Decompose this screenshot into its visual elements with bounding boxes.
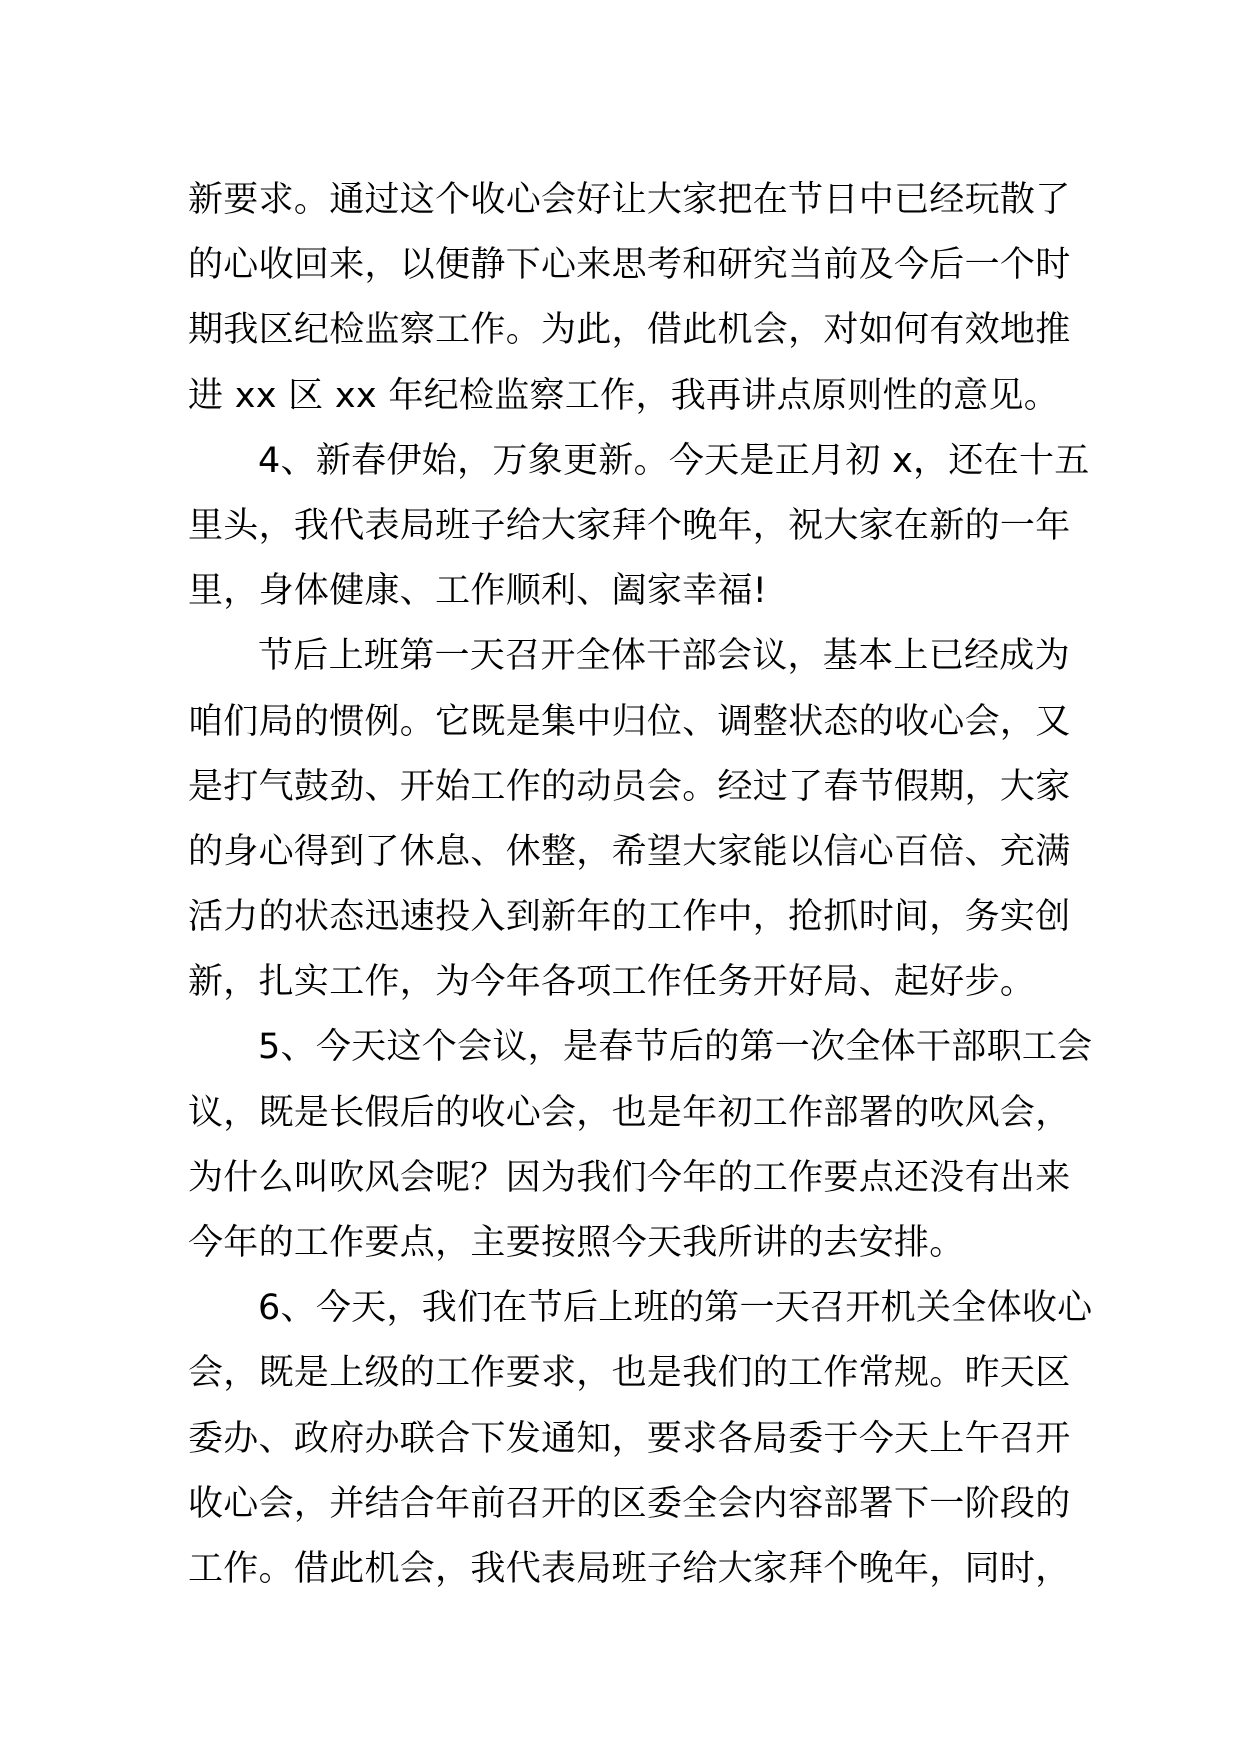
text-line: 的身心得到了休息、休整，希望大家能以信心百倍、充满 bbox=[188, 831, 1071, 872]
text-line: 收心会，并结合年前召开的区委全会内容部署下一阶段的 bbox=[188, 1483, 1071, 1524]
text-line: 工作。借此机会，我代表局班子给大家拜个晚年，同时， bbox=[188, 1548, 1071, 1589]
text-line: 的心收回来，以便静下心来思考和研究当前及今后一个时 bbox=[188, 245, 1071, 286]
text-line: 新，扎实工作，为今年各项工作任务开好局、起好步。 bbox=[188, 962, 1036, 1003]
text-line: 咱们局的惯例。它既是集中归位、调整状态的收心会，又 bbox=[188, 701, 1071, 742]
text-line: 活力的状态迅速投入到新年的工作中，抢抓时间，务实创 bbox=[188, 897, 1071, 938]
text-line: 委办、政府办联合下发通知，要求各局委于今天上午召开 bbox=[188, 1418, 1071, 1459]
text-line: 新要求。通过这个收心会好让大家把在节日中已经玩散了 bbox=[188, 180, 1071, 220]
paragraph-start-line: 节后上班第一天召开全体干部会议，基本上已经成为 bbox=[258, 636, 1070, 677]
paragraph-start-line: 4、新春伊始，万象更新。今天是正月初 x，还在十五 bbox=[258, 440, 1090, 481]
text-line: 里，身体健康、工作顺利、阖家幸福! bbox=[188, 571, 768, 612]
text-line: 是打气鼓劲、开始工作的动员会。经过了春节假期，大家 bbox=[188, 766, 1071, 807]
document-body bbox=[188, 168, 1093, 1602]
paragraph-start-line: 5、今天这个会议，是春节后的第一次全体干部职工会 bbox=[258, 1027, 1093, 1068]
paragraph-start-line: 6、今天，我们在节后上班的第一天召开机关全体收心 bbox=[258, 1288, 1093, 1329]
text-line: 今年的工作要点，主要按照今天我所讲的去安排。 bbox=[188, 1223, 965, 1263]
text-line: 期我区纪检监察工作。为此，借此机会，对如何有效地推 bbox=[188, 310, 1071, 351]
text-line: 会，既是上级的工作要求，也是我们的工作常规。昨天区 bbox=[188, 1353, 1071, 1394]
text-line: 里头，我代表局班子给大家拜个晚年，祝大家在新的一年 bbox=[188, 505, 1071, 546]
text-line: 为什么叫吹风会呢？因为我们今年的工作要点还没有出来 bbox=[188, 1157, 1071, 1198]
text-line: 议，既是长假后的收心会，也是年初工作部署的吹风会， bbox=[188, 1092, 1071, 1133]
text-line: 进 xx 区 xx 年纪检监察工作，我再讲点原则性的意见。 bbox=[188, 375, 1060, 416]
